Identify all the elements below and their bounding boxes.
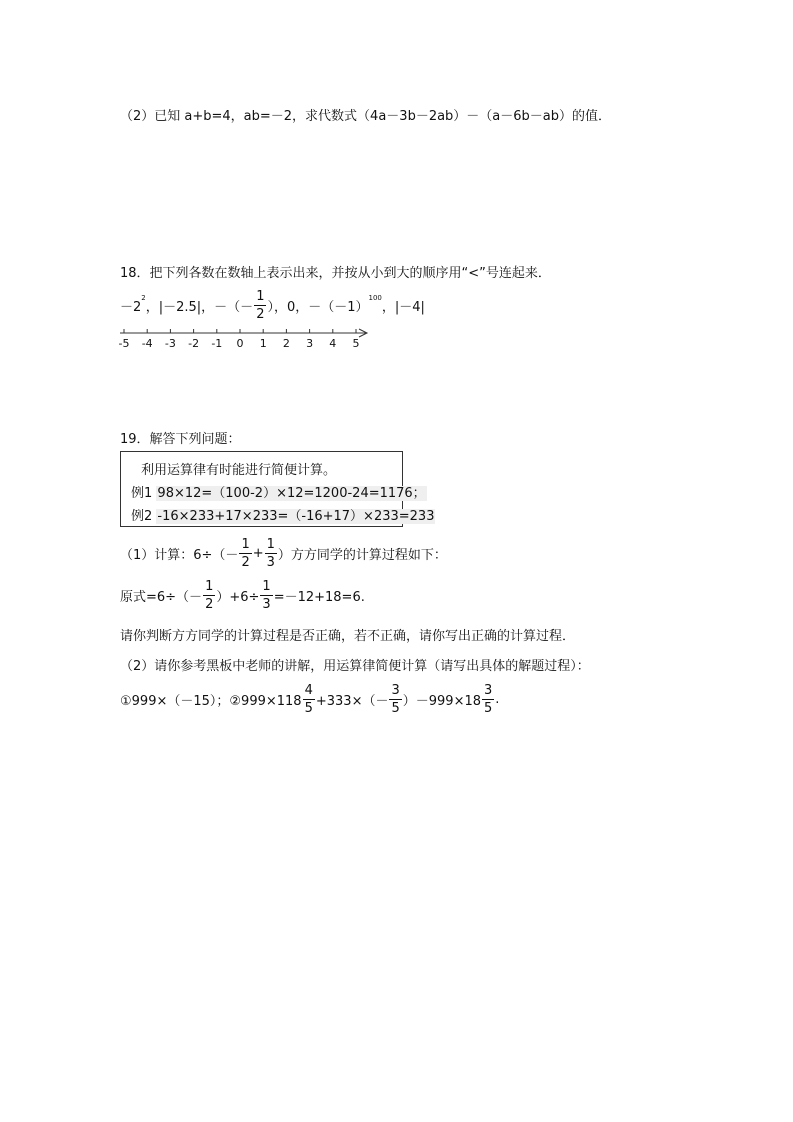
q19-part1-f2-den: 3 <box>266 555 275 570</box>
example-2-body: -16×233+17×233=（-16+17）×233=233 <box>157 509 435 524</box>
number-line-tick-label: -3 <box>164 337 176 350</box>
q19-orig-fraction-1 <box>203 580 215 611</box>
q19-orig-fraction-2 <box>260 580 272 611</box>
q19-orig-mid: ）+6÷ <box>216 590 260 605</box>
example-1-body: 98×12=（100-2）×12=1200-24=1176； <box>157 486 426 501</box>
q19-calc-m1-num: 4 <box>304 683 313 698</box>
q19-part1-plus: + <box>252 546 264 561</box>
q19-part1-f2-num: 1 <box>266 537 275 552</box>
example-2 <box>131 505 435 524</box>
q19-calc-d: . <box>495 692 500 707</box>
q18-n1-base: －2 <box>120 300 142 315</box>
q19-calc-m2-num: 3 <box>484 683 493 698</box>
q19-orig-suffix: =－12+18=6. <box>273 590 365 605</box>
q18-fraction <box>254 290 266 321</box>
number-line-tick-label: 5 <box>352 337 360 350</box>
q17-part2-text: （2）已知 a+b=4，ab=－2，求代数式（4a－3b－2ab）－（a－6b－ab）的值． <box>120 109 612 124</box>
example-box-heading: 利用运算律有时能进行简便计算。 <box>141 463 337 478</box>
number-line-tick-label: -1 <box>211 337 223 350</box>
q18-title: 18．把下列各数在数轴上表示出来，并按从小到大的顺序用“<”号连起来． <box>120 266 551 281</box>
q19-judge-text: 请你判断方方同学的计算过程是否正确，若不正确，请你写出正确的计算过程． <box>120 629 576 644</box>
number-line-tick-label: -2 <box>188 337 200 350</box>
q18-n1-exp: 2 <box>141 293 146 302</box>
q19-title: 19．解答下列问题： <box>120 432 241 447</box>
q18-fraction-num: 1 <box>256 289 265 304</box>
q18-n3-tail: ），0，－（－1） <box>267 300 369 315</box>
q19-part1-f1-den: 2 <box>241 555 250 570</box>
q19-calc-b: +333×（－ <box>315 694 389 709</box>
number-line-tick-label: 2 <box>282 337 290 350</box>
q19-orig-f2-num: 1 <box>262 579 271 594</box>
number-line-tick-label: -4 <box>141 337 153 350</box>
q19-part1-suffix: ）方方同学的计算过程如下： <box>277 548 447 563</box>
q19-calc-f-num: 3 <box>391 683 400 698</box>
q19-orig-prefix: 原式=6÷（－ <box>120 590 203 605</box>
q19-part1 <box>120 538 447 569</box>
q18-number-list <box>120 290 425 321</box>
q18-n5-tail: ，|－4| <box>381 300 425 315</box>
number-line-tick-label: -5 <box>118 337 130 350</box>
q18-n1-tail: ，|－2.5|，－（－ <box>145 300 254 315</box>
q19-calc-f-den: 5 <box>391 701 400 716</box>
q19-part1-f1-num: 1 <box>241 537 250 552</box>
q19-part2-calc <box>120 684 499 715</box>
q19-part1-fraction-1 <box>239 538 251 569</box>
q19-calc-a: ①999×（－15）；②999×118 <box>120 694 302 709</box>
example-1-label: 例1 <box>131 486 153 501</box>
number-line-tick-label: 4 <box>329 337 337 350</box>
example-box <box>120 451 435 527</box>
q19-calc-m2-den: 5 <box>484 701 493 716</box>
q19-calc-mixed-1-frac <box>303 684 315 715</box>
q19-calc-mixed-2-frac <box>482 684 494 715</box>
q19-calc-fraction <box>389 684 401 715</box>
number-line-tick-label: 3 <box>306 337 314 350</box>
number-line-tick-label: 0 <box>236 337 244 350</box>
example-1 <box>131 482 427 501</box>
q18-n5-exp: 100 <box>368 293 382 302</box>
q19-part1-fraction-2 <box>265 538 277 569</box>
number-line-tick-label: 1 <box>259 337 267 350</box>
number-line-ticks <box>119 329 360 350</box>
q19-calc-c: ）－999×18 <box>402 694 481 709</box>
q19-part1-prefix: （1）计算：6÷（－ <box>120 548 239 563</box>
number-line <box>116 325 376 353</box>
q19-orig-f2-den: 3 <box>262 597 271 612</box>
q19-calc-m1-den: 5 <box>304 701 313 716</box>
q18-fraction-den: 2 <box>256 307 265 322</box>
q19-part2-text: （2）请你参考黑板中老师的讲解，用运算律简便计算（请写出具体的解题过程）： <box>120 659 590 674</box>
q19-orig-f1-num: 1 <box>205 579 214 594</box>
q19-orig-f1-den: 2 <box>205 597 214 612</box>
q19-original-solution <box>120 580 365 611</box>
example-2-label: 例2 <box>131 509 153 524</box>
